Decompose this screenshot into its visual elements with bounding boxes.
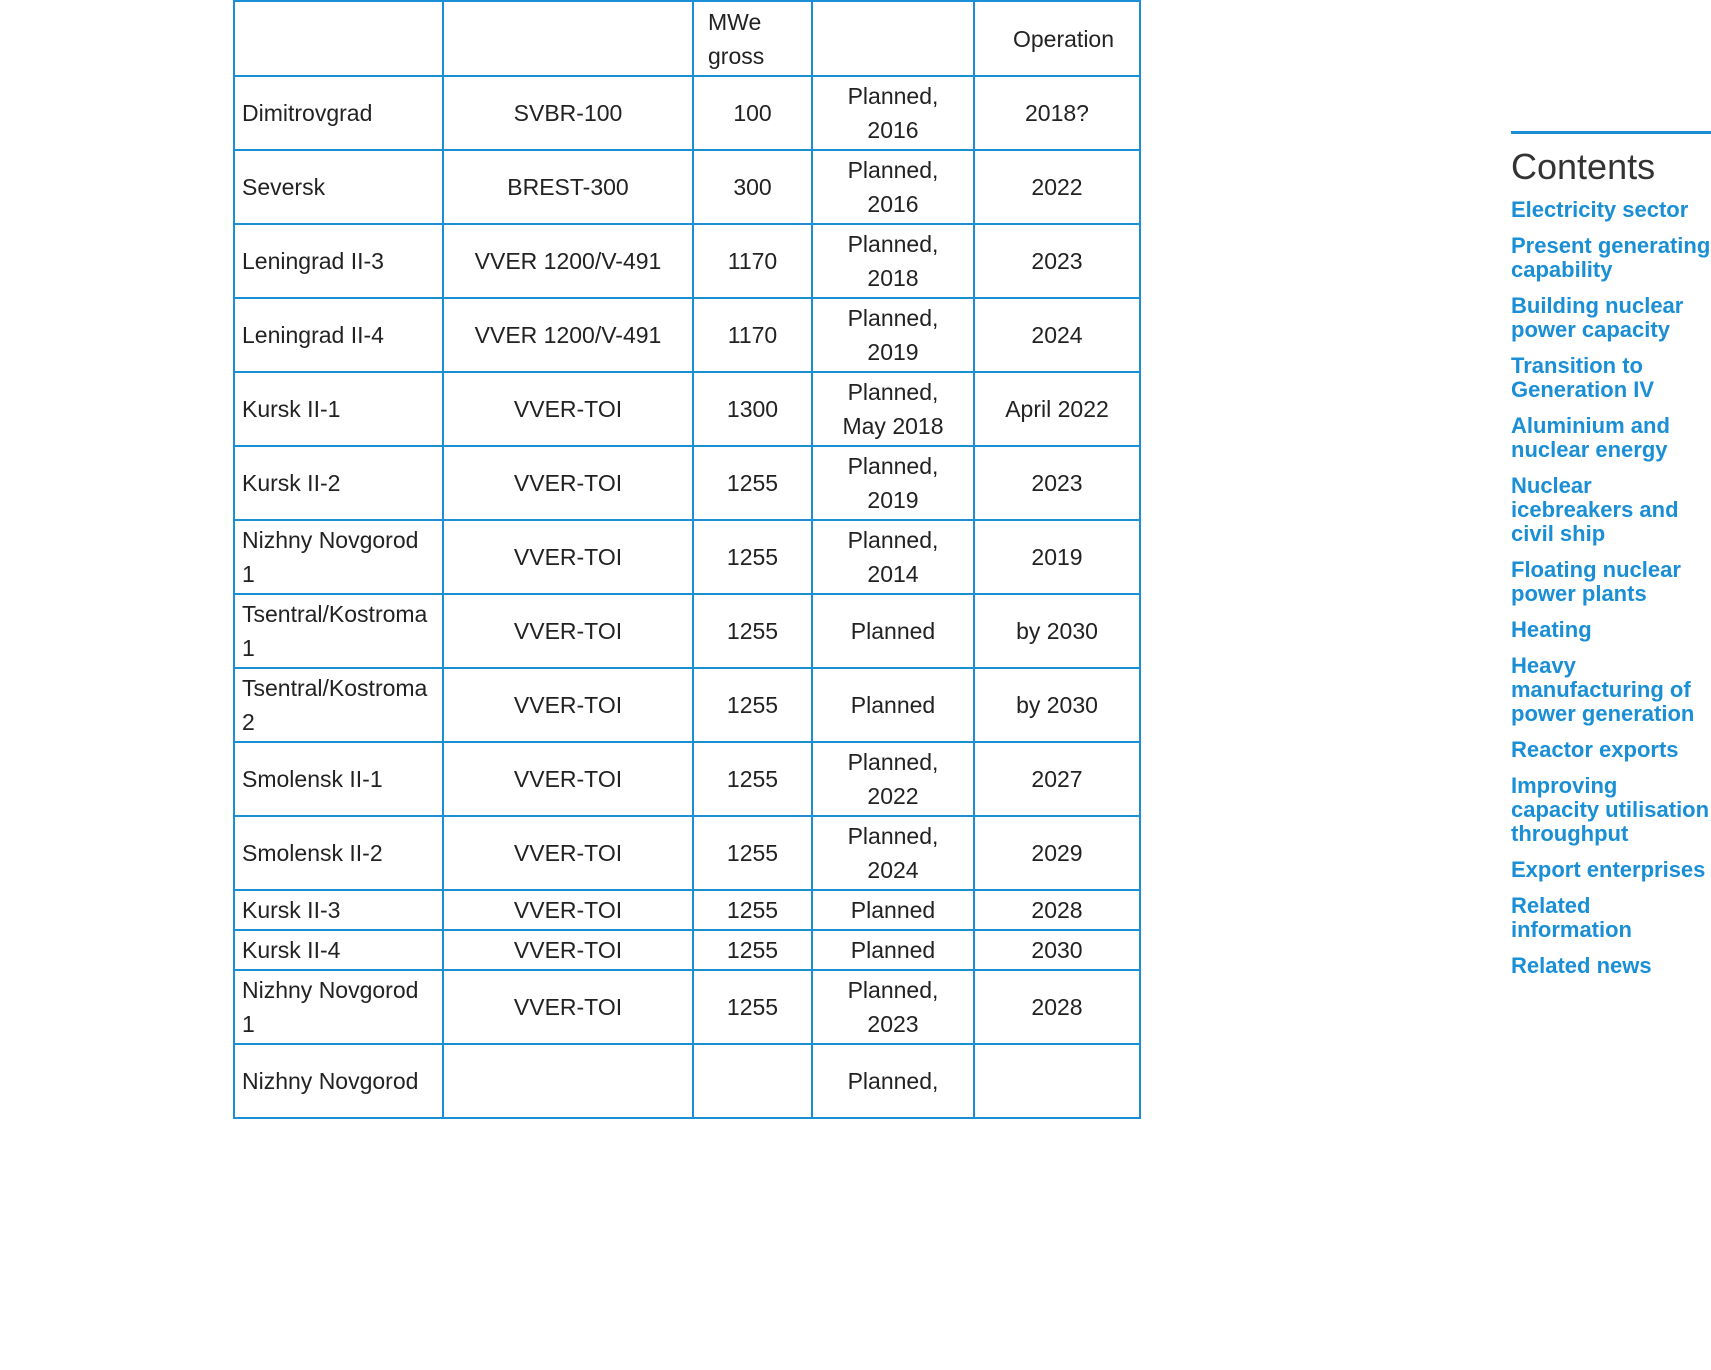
reactor-status-cell-text: 2016 <box>867 191 919 217</box>
reactor-status-cell <box>812 970 974 1044</box>
reactor-mwe-cell <box>693 742 812 816</box>
reactor-status-cell-text: Planned, <box>847 231 939 257</box>
reactor-status-cell <box>812 76 974 150</box>
reactor-type-cell-text: VVER-TOI <box>513 994 623 1020</box>
contents-sidebar <box>1511 131 1711 990</box>
reactor-mwe-cell-text: 1255 <box>726 897 779 923</box>
reactor-status-cell <box>812 594 974 668</box>
reactor-type-cell <box>443 930 693 970</box>
reactor-status-cell-text: Planned <box>850 618 936 644</box>
reactor-status-cell-text: 2024 <box>867 857 919 883</box>
reactor-type-cell <box>443 520 693 594</box>
reactor-status-cell <box>812 298 974 372</box>
reactor-status-cell-text: 2019 <box>867 487 919 513</box>
header-gross-label: gross <box>708 42 765 69</box>
reactor-operation-cell <box>974 970 1140 1044</box>
reactor-name-cell <box>234 150 443 224</box>
reactor-mwe-cell-text: 1300 <box>726 396 779 422</box>
reactor-name-cell <box>234 76 443 150</box>
table-row <box>234 970 1140 1044</box>
reactor-status-cell <box>812 742 974 816</box>
reactor-mwe-cell-text: 1170 <box>727 322 778 348</box>
reactor-name-cell-text: 1 <box>242 561 255 587</box>
reactor-type-cell-text: VVER-TOI <box>513 840 623 866</box>
reactor-mwe-cell <box>693 930 812 970</box>
table-header-row <box>234 1 1140 76</box>
reactor-mwe-cell <box>693 446 812 520</box>
reactor-mwe-cell <box>693 520 812 594</box>
reactor-operation-cell <box>974 520 1140 594</box>
header-cell-mwe <box>693 1 812 76</box>
sidebar-link[interactable]: Heavy manufacturing of power generation <box>1511 653 1695 726</box>
reactor-type-cell <box>443 668 693 742</box>
reactor-status-cell-text: Planned, <box>847 1068 939 1094</box>
reactor-status-cell <box>812 224 974 298</box>
reactor-status-cell <box>812 930 974 970</box>
table-row <box>234 520 1140 594</box>
reactor-name-cell-text: Leningrad II-3 <box>242 248 384 274</box>
reactor-mwe-cell <box>693 668 812 742</box>
reactor-mwe-cell-text: 1255 <box>726 937 779 963</box>
reactor-status-cell <box>812 1044 974 1118</box>
table-row <box>234 594 1140 668</box>
reactor-type-cell <box>443 816 693 890</box>
reactor-operation-cell-text: 2019 <box>1031 544 1083 570</box>
reactor-table-viewport <box>233 0 1139 1094</box>
reactor-operation-cell-text: April 2022 <box>1005 396 1109 422</box>
sidebar-link[interactable]: Electricity sector <box>1511 197 1689 222</box>
reactor-mwe-cell <box>693 372 812 446</box>
reactor-type-cell <box>443 970 693 1044</box>
reactor-operation-cell <box>974 668 1140 742</box>
table-row <box>234 668 1140 742</box>
reactor-name-cell <box>234 970 443 1044</box>
reactor-name-cell-text: Seversk <box>242 174 326 200</box>
sidebar-link[interactable]: Aluminium and nuclear energy <box>1511 413 1670 462</box>
reactor-type-cell <box>443 890 693 930</box>
reactor-type-cell <box>443 594 693 668</box>
table-row <box>234 446 1140 520</box>
reactor-status-cell <box>812 668 974 742</box>
reactor-name-cell <box>234 930 443 970</box>
reactor-operation-cell <box>974 890 1140 930</box>
reactor-mwe-cell-text: 1255 <box>726 470 779 496</box>
reactor-name-cell-text: Kursk II-3 <box>242 897 341 923</box>
reactor-mwe-cell <box>693 1044 812 1118</box>
reactor-type-cell-text: VVER 1200/V-491 <box>474 322 662 348</box>
reactor-type-cell-text: VVER-TOI <box>513 618 623 644</box>
reactor-type-cell <box>443 298 693 372</box>
table-row <box>234 150 1140 224</box>
table-row <box>234 1044 1140 1118</box>
sidebar-title: Contents <box>1511 146 1656 187</box>
table-row <box>234 224 1140 298</box>
reactor-operation-cell <box>974 1044 1140 1118</box>
sidebar-link[interactable]: Building nuclear power capacity <box>1511 293 1684 342</box>
reactor-status-cell <box>812 890 974 930</box>
reactor-type-cell-text: BREST-300 <box>507 174 629 200</box>
reactor-type-cell-text: VVER-TOI <box>513 396 623 422</box>
reactor-name-cell-text: Nizhny Novgorod <box>242 527 419 553</box>
reactor-name-cell-text: Nizhny Novgorod <box>242 977 419 1003</box>
reactor-status-cell-text: Planned, <box>847 823 939 849</box>
reactor-status-cell-text: Planned <box>850 937 936 963</box>
reactor-operation-cell-text: by 2030 <box>1016 618 1098 644</box>
reactor-status-cell-text: Planned <box>850 692 936 718</box>
planned-reactors-table <box>233 0 1141 1119</box>
reactor-name-cell-text: Kursk II-1 <box>242 396 341 422</box>
reactor-name-cell <box>234 890 443 930</box>
sidebar-link[interactable]: Nuclear icebreakers and civil ship <box>1511 473 1679 546</box>
reactor-status-cell <box>812 446 974 520</box>
reactor-operation-cell-text: 2022 <box>1031 174 1083 200</box>
reactor-name-cell <box>234 446 443 520</box>
reactor-type-cell-text: VVER 1200/V-491 <box>474 248 662 274</box>
reactor-name-cell-text: 1 <box>242 1011 255 1037</box>
sidebar-link[interactable]: Related news <box>1511 953 1652 978</box>
reactor-name-cell-text: Kursk II-4 <box>242 937 341 963</box>
reactor-status-cell-text: 2018 <box>867 265 919 291</box>
reactor-type-cell-text: VVER-TOI <box>513 937 623 963</box>
header-cell-type <box>443 1 693 76</box>
reactor-type-cell-text: SVBR-100 <box>513 100 623 126</box>
header-operation-label: Operation <box>1013 25 1115 52</box>
reactor-status-cell-text: Planned, <box>847 453 939 479</box>
sidebar-link[interactable]: Floating nuclear power plants <box>1511 557 1681 606</box>
reactor-type-cell <box>443 224 693 298</box>
reactor-status-cell-text: May 2018 <box>842 413 944 439</box>
reactor-operation-cell <box>974 298 1140 372</box>
reactor-mwe-cell <box>693 594 812 668</box>
reactor-status-cell-text: Planned, <box>847 305 939 331</box>
reactor-status-cell-text: 2016 <box>867 117 919 143</box>
header-cell-name <box>234 1 443 76</box>
reactor-name-cell-text: Kursk II-2 <box>242 470 341 496</box>
reactor-type-cell <box>443 372 693 446</box>
reactor-mwe-cell-text: 300 <box>733 174 772 200</box>
reactor-operation-cell <box>974 816 1140 890</box>
table-row <box>234 372 1140 446</box>
table-row <box>234 298 1140 372</box>
reactor-mwe-cell <box>693 224 812 298</box>
reactor-name-cell-text: Leningrad II-4 <box>242 322 384 348</box>
reactor-operation-cell <box>974 930 1140 970</box>
reactor-status-cell-text: 2022 <box>867 783 919 809</box>
reactor-status-cell-text: Planned, <box>847 83 939 109</box>
header-cell-status <box>812 1 974 76</box>
reactor-name-cell-text: Tsentral/Kostroma <box>242 601 428 627</box>
sidebar-link[interactable]: Related information <box>1511 893 1632 942</box>
reactor-name-cell <box>234 742 443 816</box>
reactor-operation-cell-text: 2023 <box>1031 248 1083 274</box>
reactor-operation-cell-text: 2028 <box>1031 994 1083 1020</box>
table-row <box>234 76 1140 150</box>
reactor-operation-cell <box>974 372 1140 446</box>
reactor-operation-cell <box>974 742 1140 816</box>
reactor-operation-cell <box>974 76 1140 150</box>
reactor-operation-cell <box>974 446 1140 520</box>
reactor-status-cell-text: Planned, <box>847 379 939 405</box>
reactor-type-cell-text: VVER-TOI <box>513 544 623 570</box>
reactor-name-cell <box>234 594 443 668</box>
reactor-status-cell-text: 2019 <box>867 339 919 365</box>
reactor-operation-cell-text: 2024 <box>1031 322 1083 348</box>
table-row <box>234 816 1140 890</box>
table-row <box>234 890 1140 930</box>
reactor-type-cell <box>443 76 693 150</box>
reactor-type-cell-text: VVER-TOI <box>513 692 623 718</box>
reactor-type-cell <box>443 446 693 520</box>
reactor-status-cell-text: Planned, <box>847 977 939 1003</box>
reactor-mwe-cell <box>693 816 812 890</box>
reactor-status-cell <box>812 372 974 446</box>
reactor-mwe-cell-text: 1255 <box>726 766 779 792</box>
table-row <box>234 742 1140 816</box>
reactor-mwe-cell <box>693 150 812 224</box>
table-row <box>234 930 1140 970</box>
reactor-name-cell-text: Dimitrovgrad <box>242 100 373 126</box>
reactor-mwe-cell-text: 1255 <box>726 840 779 866</box>
reactor-name-cell <box>234 1044 443 1118</box>
reactor-type-cell-text: VVER-TOI <box>513 897 623 923</box>
reactor-type-cell <box>443 1044 693 1118</box>
sidebar-link-list <box>1511 198 1711 978</box>
reactor-type-cell-text: VVER-TOI <box>513 766 623 792</box>
sidebar-link[interactable]: Heating <box>1511 617 1592 642</box>
header-cell-operation <box>974 1 1140 76</box>
reactor-type-cell <box>443 150 693 224</box>
reactor-operation-cell <box>974 150 1140 224</box>
sidebar-link[interactable]: Present generating capability <box>1511 233 1711 282</box>
sidebar-link[interactable]: Improving capacity utilisation throughput <box>1511 773 1710 846</box>
reactor-name-cell-text: Smolensk II-1 <box>242 766 383 792</box>
reactor-type-cell <box>443 742 693 816</box>
reactor-mwe-cell <box>693 76 812 150</box>
reactor-name-cell-text: 2 <box>242 709 255 735</box>
reactor-status-cell-text: Planned, <box>847 749 939 775</box>
reactor-operation-cell-text: 2018? <box>1025 100 1089 126</box>
reactor-name-cell <box>234 668 443 742</box>
reactor-name-cell <box>234 520 443 594</box>
reactor-status-cell-text: Planned, <box>847 157 939 183</box>
reactor-mwe-cell <box>693 298 812 372</box>
reactor-mwe-cell-text: 1255 <box>726 544 779 570</box>
sidebar-link[interactable]: Export enterprises <box>1511 857 1706 882</box>
reactor-operation-cell-text: 2028 <box>1031 897 1083 923</box>
reactor-mwe-cell-text: 1255 <box>726 994 779 1020</box>
reactor-status-cell <box>812 520 974 594</box>
header-mwe-label: MWe <box>708 8 762 35</box>
reactor-status-cell-text: 2023 <box>867 1011 919 1037</box>
reactor-mwe-cell <box>693 970 812 1044</box>
reactor-operation-cell <box>974 594 1140 668</box>
reactor-operation-cell-text: 2027 <box>1031 766 1083 792</box>
reactor-status-cell-text: Planned, <box>847 527 939 553</box>
reactor-operation-cell <box>974 224 1140 298</box>
reactor-name-cell-text: 1 <box>242 635 255 661</box>
reactor-status-cell-text: 2014 <box>867 561 919 587</box>
reactor-name-cell <box>234 298 443 372</box>
reactor-mwe-cell-text: 1255 <box>726 618 779 644</box>
reactor-name-cell <box>234 224 443 298</box>
sidebar-link[interactable]: Reactor exports <box>1511 737 1679 762</box>
reactor-name-cell-text: Smolensk II-2 <box>242 840 383 866</box>
reactor-operation-cell-text: 2030 <box>1031 937 1083 963</box>
reactor-operation-cell-text: by 2030 <box>1016 692 1098 718</box>
reactor-name-cell-text: Tsentral/Kostroma <box>242 675 428 701</box>
reactor-status-cell <box>812 816 974 890</box>
reactor-mwe-cell <box>693 890 812 930</box>
reactor-mwe-cell-text: 1170 <box>727 248 778 274</box>
reactor-operation-cell-text: 2023 <box>1031 470 1083 496</box>
reactor-operation-cell-text: 2029 <box>1031 840 1083 866</box>
reactor-mwe-cell-text: 100 <box>733 100 772 126</box>
reactor-status-cell-text: Planned <box>850 897 936 923</box>
reactor-name-cell <box>234 372 443 446</box>
reactor-mwe-cell-text: 1255 <box>726 692 779 718</box>
sidebar-link[interactable]: Transition to Generation IV <box>1511 353 1655 402</box>
reactor-status-cell <box>812 150 974 224</box>
reactor-type-cell-text: VVER-TOI <box>513 470 623 496</box>
reactor-name-cell <box>234 816 443 890</box>
sidebar-divider <box>1511 131 1711 134</box>
reactor-name-cell-text: Nizhny Novgorod <box>242 1068 419 1094</box>
